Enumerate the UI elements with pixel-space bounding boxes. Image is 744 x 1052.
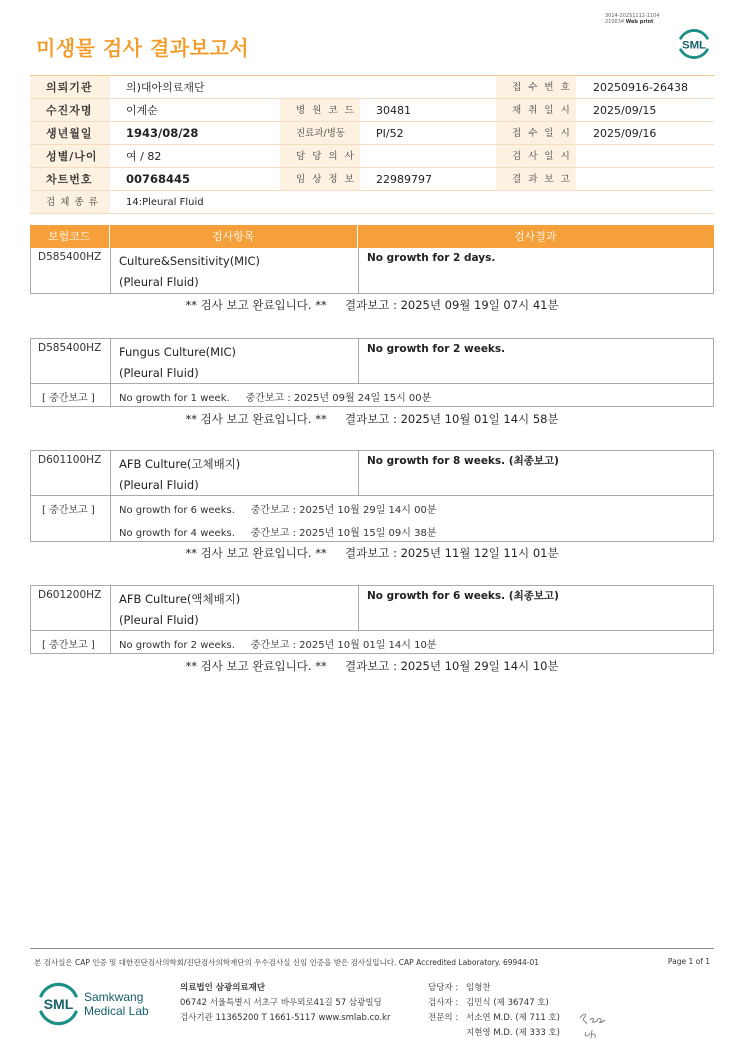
info-row bbox=[30, 99, 714, 122]
dept-label: 진료과/병동 bbox=[296, 128, 346, 139]
interim-row bbox=[31, 631, 713, 653]
samkwang-logo-mark: SML bbox=[43, 996, 74, 1012]
samkwang-logo-line2: Medical Lab bbox=[84, 1004, 149, 1018]
sex-age-value: 여 / 82 bbox=[126, 150, 162, 163]
specimen-value: 14:Pleural Fluid bbox=[126, 197, 204, 208]
test-block bbox=[30, 248, 714, 294]
org-name: 의료법인 삼광의료재단 bbox=[180, 983, 266, 993]
page-number: Page 1 of 1 bbox=[667, 957, 710, 966]
test-item: Fungus Culture(MIC) (Pleural Fluid) bbox=[119, 345, 236, 380]
test-code: D601100HZ bbox=[38, 454, 102, 466]
org-contact: 검사기관 11365200 T 1661-5117 www.smlab.co.kr bbox=[180, 1013, 391, 1023]
test-item: AFB Culture(액체배지) (Pleural Fluid) bbox=[119, 592, 241, 627]
staff-name: 지현영 M.D. (제 333 호) bbox=[466, 1028, 561, 1038]
birth-label: 생년월일 bbox=[46, 127, 93, 140]
staff-label: 검사자 : bbox=[428, 998, 459, 1008]
req-inst-value: 의)대아의료재단 bbox=[126, 81, 205, 94]
col-item-header: 검사항목 bbox=[212, 230, 255, 243]
collect-date-label: 채 취 일 시 bbox=[512, 105, 572, 116]
test-code: D585400HZ bbox=[38, 342, 102, 354]
patient-label: 수진자명 bbox=[46, 104, 93, 117]
sml-logo-icon bbox=[675, 25, 713, 63]
samkwang-logo-line1: Samkwang bbox=[84, 990, 144, 1004]
interim-text: No growth for 1 week. 중간보고 : 2025년 09월 24일 15시 00분 bbox=[119, 393, 432, 404]
print-stamp bbox=[605, 13, 660, 25]
chart-value: 00768445 bbox=[126, 172, 191, 186]
test-result: No growth for 2 weeks. bbox=[367, 343, 506, 355]
table-row bbox=[31, 339, 713, 384]
chart-label: 차트번호 bbox=[46, 173, 93, 186]
test-result: No growth for 8 weeks. (최종보고) bbox=[367, 455, 559, 467]
test-code: D585400HZ bbox=[38, 251, 102, 263]
web-print-label: Web print bbox=[625, 19, 654, 25]
patient-value: 이계순 bbox=[126, 104, 158, 117]
table-row bbox=[31, 248, 713, 293]
interim-row bbox=[31, 496, 713, 541]
staff-label: 담당자 : bbox=[428, 983, 459, 993]
samkwang-logo-icon bbox=[36, 980, 156, 1026]
test-code: D601200HZ bbox=[38, 589, 102, 601]
info-row bbox=[30, 191, 714, 214]
staff-label: 전문의 : bbox=[428, 1013, 459, 1023]
interim-label: [ 중간보고 ] bbox=[42, 505, 95, 516]
page-title: 미생물 검사 결과보고서 bbox=[36, 36, 250, 60]
test-block bbox=[30, 338, 714, 407]
test-result: No growth for 6 weeks. (최종보고) bbox=[367, 590, 559, 602]
signature-icon bbox=[576, 1008, 616, 1040]
cap-accreditation-note: 본 검사실은 CAP 인증 및 대한진단검사의학회/진단검사의학재단의 우수검사실 신임 인증을 받은 검사실입니다. CAP Accredited Laboratory. 69944-01 bbox=[34, 958, 540, 967]
exam-date-label: 검 사 일 시 bbox=[512, 151, 572, 162]
clinical-label: 임 상 정 보 bbox=[296, 174, 356, 185]
staff-name: 서소연 M.D. (제 711 호) bbox=[466, 1013, 561, 1023]
interim-label: [ 중간보고 ] bbox=[42, 640, 95, 651]
interim-label: [ 중간보고 ] bbox=[42, 393, 95, 404]
test-result: No growth for 2 days. bbox=[367, 252, 496, 264]
interim-text: No growth for 4 weeks. 중간보고 : 2025년 10월 15일 09시 38분 bbox=[119, 528, 437, 539]
info-row bbox=[30, 76, 714, 99]
info-row bbox=[30, 168, 714, 191]
specimen-label: 검 체 종 류 bbox=[46, 197, 99, 208]
staff-info bbox=[428, 981, 560, 1041]
collect-date-value: 2025/09/15 bbox=[593, 104, 657, 117]
test-item: AFB Culture(고체배지) (Pleural Fluid) bbox=[119, 457, 241, 492]
col-code-header: 보험코드 bbox=[48, 230, 91, 243]
table-row bbox=[31, 451, 713, 496]
test-block bbox=[30, 585, 714, 654]
interim-text: No growth for 6 weeks. 중간보고 : 2025년 10월 29일 14시 00분 bbox=[119, 505, 437, 516]
recv-no-label: 접 수 번 호 bbox=[512, 82, 572, 93]
org-info bbox=[180, 981, 390, 1026]
org-address: 06742 서울특별시 서초구 바우뫼로41길 57 삼광빌딩 bbox=[180, 998, 382, 1008]
report-complete-line: ** 검사 보고 완료입니다. ** 결과보고 : 2025년 11월 12일 11시 01분 bbox=[185, 546, 559, 560]
req-inst-label: 의뢰기관 bbox=[46, 81, 93, 94]
report-complete-line: ** 검사 보고 완료입니다. ** 결과보고 : 2025년 10월 29일 14시 10분 bbox=[185, 659, 559, 673]
interim-text: No growth for 2 weeks. 중간보고 : 2025년 10월 01일 14시 10분 bbox=[119, 640, 437, 651]
results-header bbox=[30, 225, 714, 248]
col-result-header: 검사결과 bbox=[514, 230, 557, 243]
hosp-code-value: 30481 bbox=[376, 104, 411, 117]
recv-date-value: 2025/09/16 bbox=[593, 127, 657, 140]
birth-value: 1943/08/28 bbox=[126, 126, 199, 140]
interim-row bbox=[31, 384, 713, 406]
info-row bbox=[30, 122, 714, 145]
report-complete-line: ** 검사 보고 완료입니다. ** 결과보고 : 2025년 10월 01일 14시 58분 bbox=[185, 412, 559, 426]
hosp-code-label: 병 원 코 드 bbox=[296, 105, 356, 116]
clinical-value: 22989797 bbox=[376, 173, 432, 186]
recv-date-label: 접 수 일 시 bbox=[512, 128, 572, 139]
info-row bbox=[30, 145, 714, 168]
report-complete-line: ** 검사 보고 완료입니다. ** 결과보고 : 2025년 09월 19일 07시 41분 bbox=[185, 298, 559, 312]
patient-info-table bbox=[30, 75, 714, 214]
footer-divider bbox=[30, 948, 714, 949]
sml-logo-text: SML bbox=[681, 39, 707, 52]
test-block bbox=[30, 450, 714, 542]
report-label: 결 과 보 고 bbox=[512, 174, 572, 185]
staff-name: 임형찬 bbox=[466, 983, 491, 993]
print-stamp-line1: 3014-20251112-1104 bbox=[605, 13, 660, 19]
print-stamp-line2: 210034 bbox=[605, 19, 625, 25]
sex-age-label: 성별/나이 bbox=[46, 150, 98, 163]
test-item: Culture&Sensitivity(MIC) (Pleural Fluid) bbox=[119, 254, 261, 289]
dept-value: PI/52 bbox=[376, 127, 404, 140]
recv-no-value: 20250916-26438 bbox=[593, 81, 688, 94]
doctor-label: 담 당 의 사 bbox=[296, 151, 356, 162]
staff-name: 김민식 (제 36747 호) bbox=[466, 998, 549, 1008]
table-row bbox=[31, 586, 713, 631]
